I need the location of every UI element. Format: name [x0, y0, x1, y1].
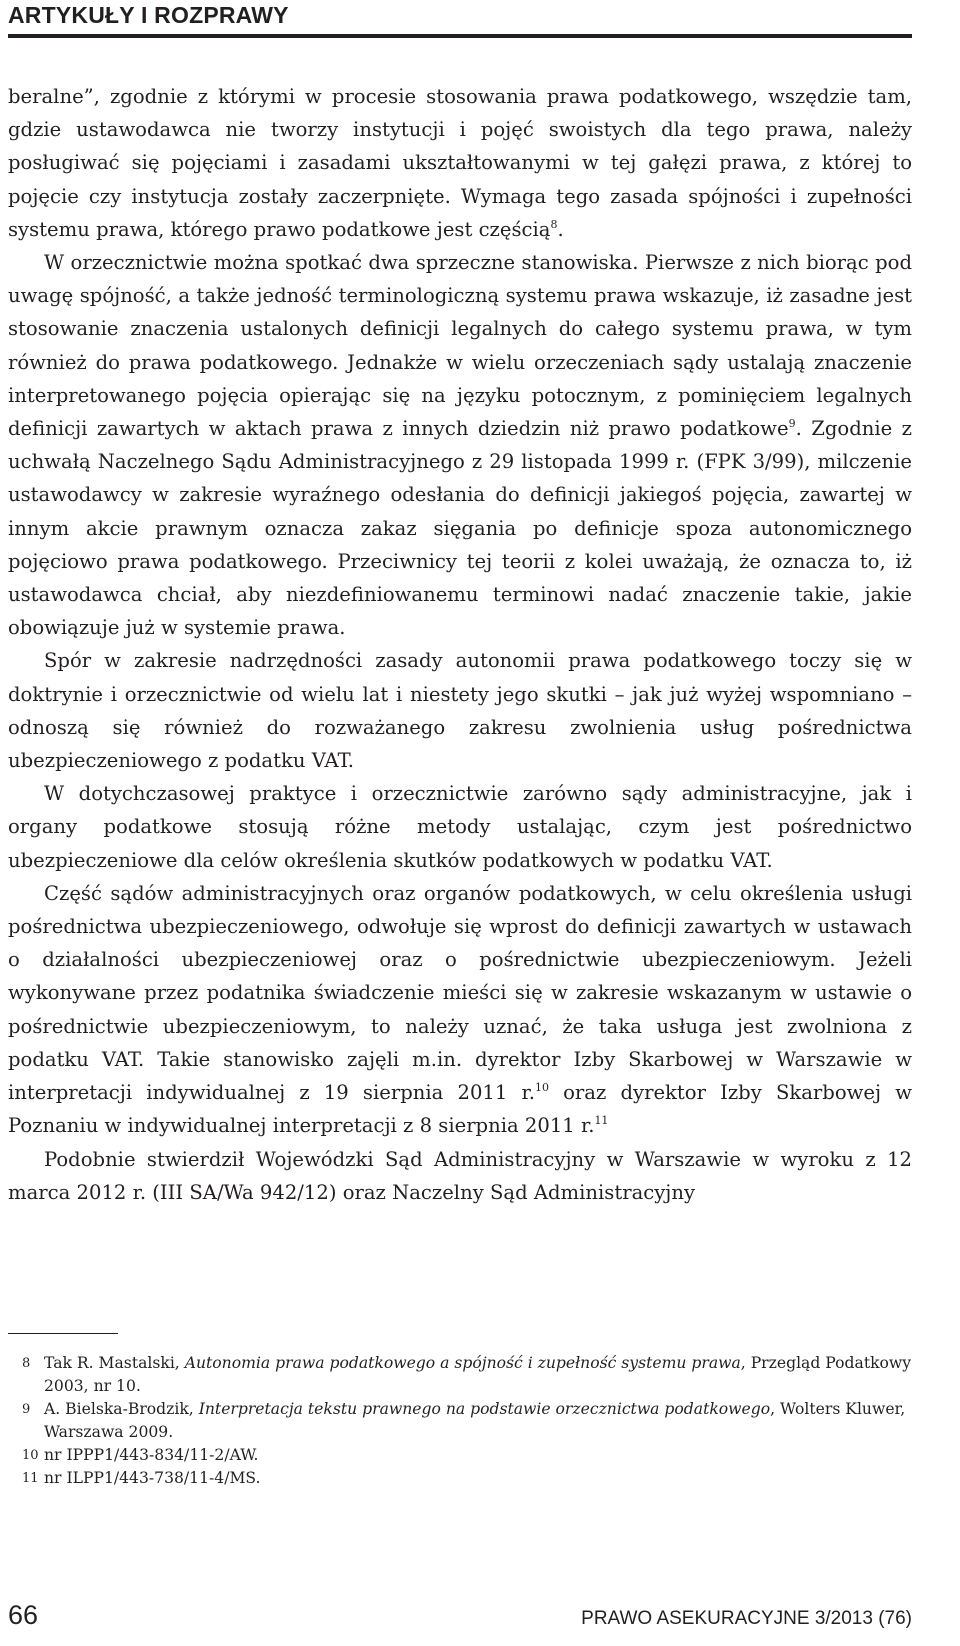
paragraph-6: Podobnie stwierdził Wojewódzki Sąd Administracyjny w Warszawie w wyroku z 12 marca 2012 r. (III SA/Wa 942/12) oraz Naczelny Sąd Administracyjny: [8, 1147, 912, 1204]
footnote-number: 8: [22, 1356, 31, 1371]
footnote-divider: [8, 1333, 118, 1334]
page-number: 66: [8, 1600, 39, 1630]
document-page: [8, 0, 912, 1646]
paragraph-1: beralne”, zgodnie z którymi w procesie stosowania prawa podatkowego, wszędzie tam, gdzie ustawodawca nie tworzy instytucji i pojęć swoistych dla tego prawa, należy posługiwać się pojęciami i zasadami ukształtowanymi w tej gałęzi prawa, z której to pojęcie czy instytucja zostały zaczerpnięte. Wymaga tego zasada spójności i zupełności systemu prawa, którego prawo podatkowe jest częścią$^8$.: [8, 85, 912, 241]
footnote-text: A. Bielska-Brodzik, Interpretacja tekstu prawnego na podstawie orzecznictwa podatkowego, Wolters Kluwer, Warszawa 2009.: [44, 1400, 906, 1441]
footnote: [8, 1352, 912, 1398]
footnote-text: nr IPPP1/443-834/11-2/AW.: [44, 1446, 259, 1464]
footnote-text: nr ILPP1/443-738/11-4/MS.: [44, 1469, 261, 1487]
footnote-ref-11[interactable]: 11: [594, 1114, 609, 1128]
footnote-number: 11: [22, 1471, 39, 1486]
footnote-text: Tak R. Mastalski, Autonomia prawa podatkowego a spójność i zupełność systemu prawa, Przegląd Podatkowy 2003, nr 10.: [44, 1354, 912, 1395]
footnotes: [8, 1352, 912, 1490]
footnote-ref-10[interactable]: 10: [534, 1081, 549, 1095]
paragraph-2: W orzecznictwie można spotkać dwa sprzeczne stanowiska. Pierwsze z nich biorąc pod uwagę spójność, a także jedność terminologiczną systemu prawa wskazuje, iż zasadne jest stosowanie znaczenia ustalonych definicji legalnych do całego systemu prawa, w tym również do prawa podatkowego. Jednakże w wielu orzeczeniach sądy ustalają znaczenie interpretowanego pojęcia opierając się na języku potocznym, z pominięciem legalnych definicji zawartych w aktach prawa z innych dziedzin niż prawo podatkowe$^9$. Zgodnie z uchwałą Naczelnego Sądu Administracyjnego z 29 listopada 1999 r. (FPK 3/99), milczenie ustawodawcy w zakresie wyraźnego odesłania do definicji jakiegoś pojęcia, zawartej w innym akcie prawnym oznacza zakaz sięgania po definicje spoza autonomicznego pojęciowo prawa podatkowego. Przeciwnicy tej teorii z kolei uważają, że oznacza to, iż ustawodawca chciał, aby niezdefiniowanemu terminowi nadać znaczenie takie, jakie obowiązuje już w systemie prawa.: [8, 251, 912, 640]
footnote-number: 10: [22, 1448, 39, 1463]
footnote: [8, 1444, 912, 1467]
paragraph-4: W dotychczasowej praktyce i orzecznictwie zarówno sądy administracyjne, jak i organy podatkowe stosują różne metody ustalając, czym jest pośrednictwo ubezpieczeniowe dla celów określenia skutków podatkowych w podatku VAT.: [8, 782, 912, 872]
article-body: [8, 80, 912, 1209]
footnote-ref-9[interactable]: 9: [788, 417, 796, 431]
footnote: [8, 1398, 912, 1444]
paragraph-5: Część sądów administracyjnych oraz organów podatkowych, w celu określenia usługi pośrednictwa ubezpieczeniowego, odwołuje się wprost do definicji zawartych w ustawach o działalności ubezpieczeniowej oraz o pośrednictwie ubezpieczeniowym. Jeżeli wykonywane przez podatnika świadczenie mieści się w zakresie wskazanym w ustawie o pośrednictwie ubezpieczeniowym, to należy uznać, że taka usługa jest zwolniona z podatku VAT. Takie stanowisko zajęli m.in. dyrektor Izby Skarbowej w Warszawie w interpretacji indywidualnej z 19 sierpnia 2011 r.$^{10}$ oraz dyrektor Izby Skarbowej w Poznaniu w indywidualnej interpretacji z 8 sierpnia 2011 r.$^{11}$: [8, 881, 912, 1138]
journal-title: PRAWO ASEKURACYJNE 3/2013 (76): [581, 1608, 912, 1629]
footnote-ref-8[interactable]: 8: [550, 217, 558, 231]
paragraph-3: Spór w zakresie nadrzędności zasady autonomii prawa podatkowego toczy się w doktrynie i orzecznictwie od wielu lat i niestety jego skutki – jak już wyżej wspomniano – odnoszą się również do rozważanego zakresu zwolnienia usług pośrednictwa ubezpieczeniowego z podatku VAT.: [8, 649, 912, 773]
section-title: ARTYKUŁY I ROZPRAWY: [8, 2, 289, 28]
footnote: [8, 1467, 912, 1490]
footnote-number: 9: [22, 1402, 31, 1417]
section-header: [8, 0, 912, 38]
